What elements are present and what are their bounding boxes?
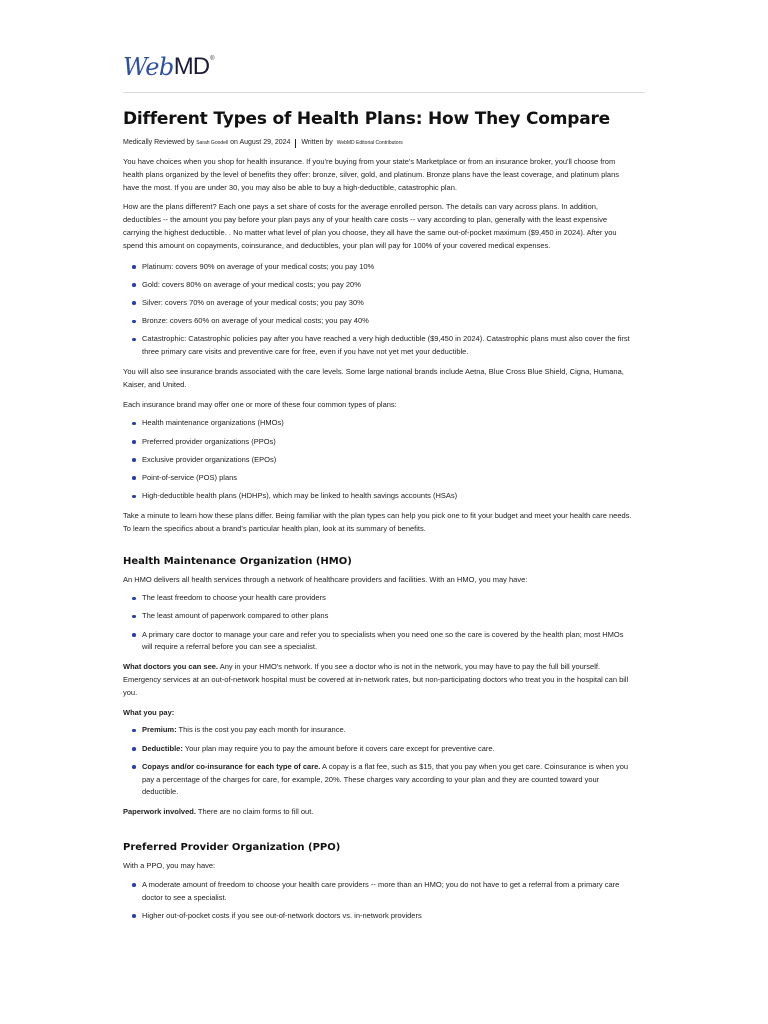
pay-item-label: Copays and/or co-insurance for each type of care.	[142, 761, 321, 771]
logo-trademark: ®	[210, 56, 215, 62]
written-prefix: Written by	[299, 139, 335, 146]
hmo-paperwork-text: There are no claim forms to fill out.	[195, 807, 314, 817]
hmo-heading: Health Maintenance Organization (HMO)	[123, 556, 352, 568]
article-body	[123, 108, 633, 928]
list-item	[123, 761, 633, 799]
ppo-heading: Preferred Provider Organization (PPO)	[123, 841, 341, 853]
brands-paragraph: You will also see insurance brands associated with the care levels. Some large national brands include Aetna, Blue Cross Blue Shield, Cigna, Humana, Kaiser, and United.	[123, 366, 624, 389]
logo-web-text: Web	[123, 53, 174, 81]
reviewed-prefix: Medically Reviewed by	[123, 139, 195, 146]
ppo-list	[123, 879, 633, 923]
list-item: A primary care doctor to manage your care and refer you to specialists when you need one so the care is covered by the health plan; most HMOs will require a referral before you can see a specialist.	[123, 629, 633, 655]
list-item	[123, 743, 633, 756]
list-item: Gold: covers 80% on average of your medical costs; you pay 20%	[123, 279, 633, 292]
list-item: Higher out-of-pocket costs if you see out-of-network doctors vs. in-network providers	[123, 910, 633, 923]
hmo-pay-paragraph	[123, 707, 633, 720]
list-item: Health maintenance organizations (HMOs)	[123, 417, 633, 430]
plan-levels-list	[123, 261, 633, 359]
webmd-logo[interactable]	[123, 54, 215, 80]
list-item: Preferred provider organizations (PPOs)	[123, 436, 633, 449]
hmo-paperwork-paragraph	[123, 806, 633, 819]
hmo-pay-label: What you pay:	[123, 707, 175, 717]
pay-item-text: A copay is a flat fee, such as $15, that you pay when you get care. Coinsurance is when you pay a percentage of the charges for care, for example, 20%. These charges vary according to your plan and they are counted toward your deductible.	[142, 761, 629, 797]
byline	[123, 138, 633, 148]
hmo-doctors-text: Any in your HMO's network. If you see a doctor who is not in the network, you may have to pay the full bill yourself. Emergency services at an out-of-network hospital must be covered at in-network rates, but non-participating doctors who treat you in the hospital can bill you.	[123, 662, 629, 697]
author-link[interactable]: WebMD Editorial Contributors	[336, 140, 403, 146]
list-item: A moderate amount of freedom to choose your health care providers -- more than an HMO; you do not have to get a referral from a primary care doctor to see a specialist.	[123, 879, 633, 905]
page-title: Different Types of Health Plans: How They Compare	[123, 109, 610, 129]
hmo-intro: An HMO delivers all health services through a network of healthcare providers and facilities. With an HMO, you may have:	[123, 575, 528, 585]
list-item: Point-of-service (POS) plans	[123, 472, 633, 485]
hmo-doctors-label: What doctors you can see.	[123, 662, 219, 672]
hmo-pay-list	[123, 724, 633, 799]
list-item: The least amount of paperwork compared to other plans	[123, 610, 633, 623]
logo-md-text: MD	[173, 53, 210, 80]
intro-paragraph-2: How are the plans different? Each one pays a set share of costs for the average enrolled person. The details can vary across plans. In addition, deductibles -- the amount you pay before your plan pays any of your health care costs -- vary according to plan, generally with the least expensive carrying the highest deductible. . No matter what level of plan you choose, they all have the same out-of-pocket maximum ($9,450 in 2024). After you spend this amount on copayments, coinsurance, and deductibles, your plan will pay for 100% of your covered medical expenses.	[123, 202, 617, 250]
take-minute-paragraph: Take a minute to learn how these plans differ. Being familiar with the plan types can help you pick one to fit your budget and meet your health care needs. To learn the specifics about a brand's particular health plan, look at its summary of benefits.	[123, 510, 632, 533]
hmo-list	[123, 592, 633, 654]
plan-types-list	[123, 417, 633, 503]
review-date: on August 29, 2024	[228, 139, 293, 146]
pay-item-label: Deductible:	[142, 743, 183, 753]
intro-paragraph-1: You have choices when you shop for health insurance. If you're buying from your state's Marketplace or from an insurance broker, you'll choose from health plans organized by the level of benefits they offer: bronze, silver, gold, and platinum. Bronze plans have the least coverage, and platinum plans have the most. If you are under 30, you may also be able to buy a high-deductible, catastrophic plan.	[123, 157, 620, 192]
list-item: Exclusive provider organizations (EPOs)	[123, 454, 633, 467]
list-item: Catastrophic: Catastrophic policies pay after you have reached a very high deductible ($9,450 in 2024). Catastrophic plans must also cover the first three primary care visits and preventive care for free, even if you have not yet met your deductible.	[123, 333, 633, 359]
hmo-doctors-paragraph	[123, 661, 633, 699]
list-item	[123, 724, 633, 737]
header-divider	[123, 92, 645, 93]
pay-item-text: Your plan may require you to pay the amount before it covers care except for preventive care.	[182, 743, 495, 753]
list-item: High-deductible health plans (HDHPs), which may be linked to health savings accounts (HSAs)	[123, 490, 633, 503]
ppo-intro: With a PPO, you may have:	[123, 860, 216, 870]
pay-item-text: This is the cost you pay each month for insurance.	[176, 725, 346, 735]
byline-separator	[295, 139, 296, 148]
pay-item-label: Premium:	[142, 725, 177, 735]
reviewer-link[interactable]: Sarah Goodell	[196, 140, 229, 146]
list-item: Platinum: covers 90% on average of your medical costs; you pay 10%	[123, 261, 633, 274]
list-item: Bronze: covers 60% on average of your medical costs; you pay 40%	[123, 315, 633, 328]
types-intro-paragraph: Each insurance brand may offer one or more of these four common types of plans:	[123, 399, 397, 409]
hmo-paperwork-label: Paperwork involved.	[123, 807, 196, 817]
list-item: Silver: covers 70% on average of your medical costs; you pay 30%	[123, 297, 633, 310]
list-item: The least freedom to choose your health care providers	[123, 592, 633, 605]
